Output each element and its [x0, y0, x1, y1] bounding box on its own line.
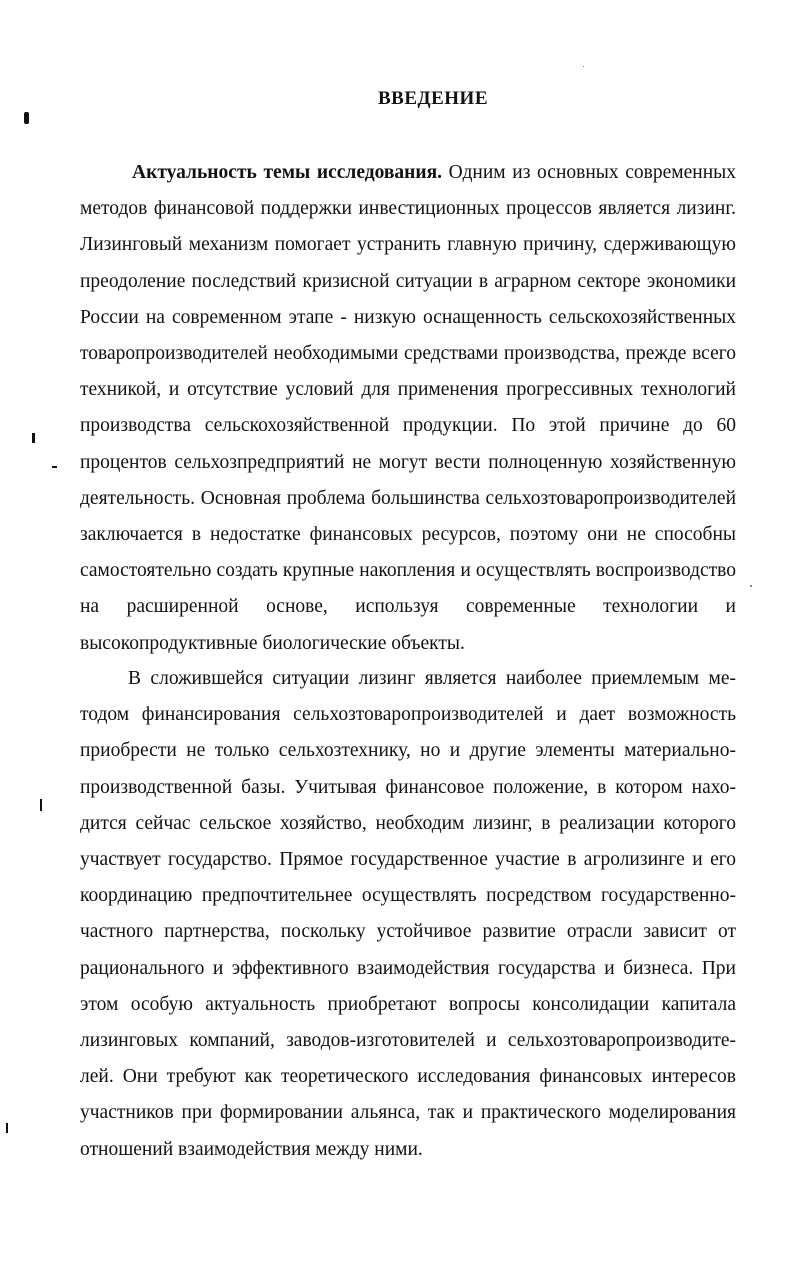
scan-artifact — [750, 585, 752, 587]
scan-artifact — [6, 1123, 8, 1133]
scan-artifact — [32, 433, 35, 443]
paragraph-relevance — [80, 155, 736, 662]
paragraph-text: Одним из основных современных методов финансовой поддержки инвестиционных процессов является лизинг. Лизинговый механизм помогает устранить главную причину, сдерживающую преодоление последствий кризисной ситуации в аграрном секторе экономики России на современном этапе - низкую оснащенность сельскохозяйственных товаропроизводителей необходимыми средствами производства, прежде всего техникой, и отсутствие условий для применения прогрессивных технологий производства сельскохозяйственной продукции. По этой причине до 60 процентов сельхозпредприятий не могут вести полноценную хозяйственную деятельность. Основная проблема большинства сельхозтоваропроизводителей заключается в недостатке финансовых ресурсов, поэтому они не способны самостоятельно создать крупные накопления и осуществлять воспроизводство на расширенной основе, используя современные технологии и высокопродуктивные биологические объекты. — [80, 162, 737, 654]
scan-artifact — [24, 112, 29, 124]
paragraph-lead: Актуальность темы исследования. — [132, 162, 443, 183]
scan-artifact — [583, 66, 584, 67]
page-title: ВВЕДЕНИЕ — [378, 88, 488, 109]
scan-artifact — [52, 466, 57, 468]
paragraph-text: В сложившейся ситуации лизинг является наиболее приемлемым методом финансирования сельхозтоваропроизводителей и дает возможность приобрести не только сельхозтехнику, но и другие элементы материально-производственной базы. Учитывая финансовое положение, в котором находится сейчас сельское хозяйство, необходим лизинг, в реализации которого участвует государство. Прямое государственное участие в агролизинге и его координацию предпочтительнее осуществлять посредством государственно-частного партнерства, поскольку устойчивое развитие отрасли зависит от рационального и эффективного взаимодействия государства и бизнеса. При этом особую актуальность приобретают вопросы консолидации капитала лизинговых компаний, заводов-изготовителей и сельхозтоваропроизводителей. Они требуют как теоретического исследования финансовых интересов участников при формировании альянса, так и практического моделирования отношений взаимодействия между ними. — [80, 668, 736, 1160]
scan-artifact — [40, 799, 42, 811]
paragraph-leasing-situation — [80, 661, 736, 1168]
